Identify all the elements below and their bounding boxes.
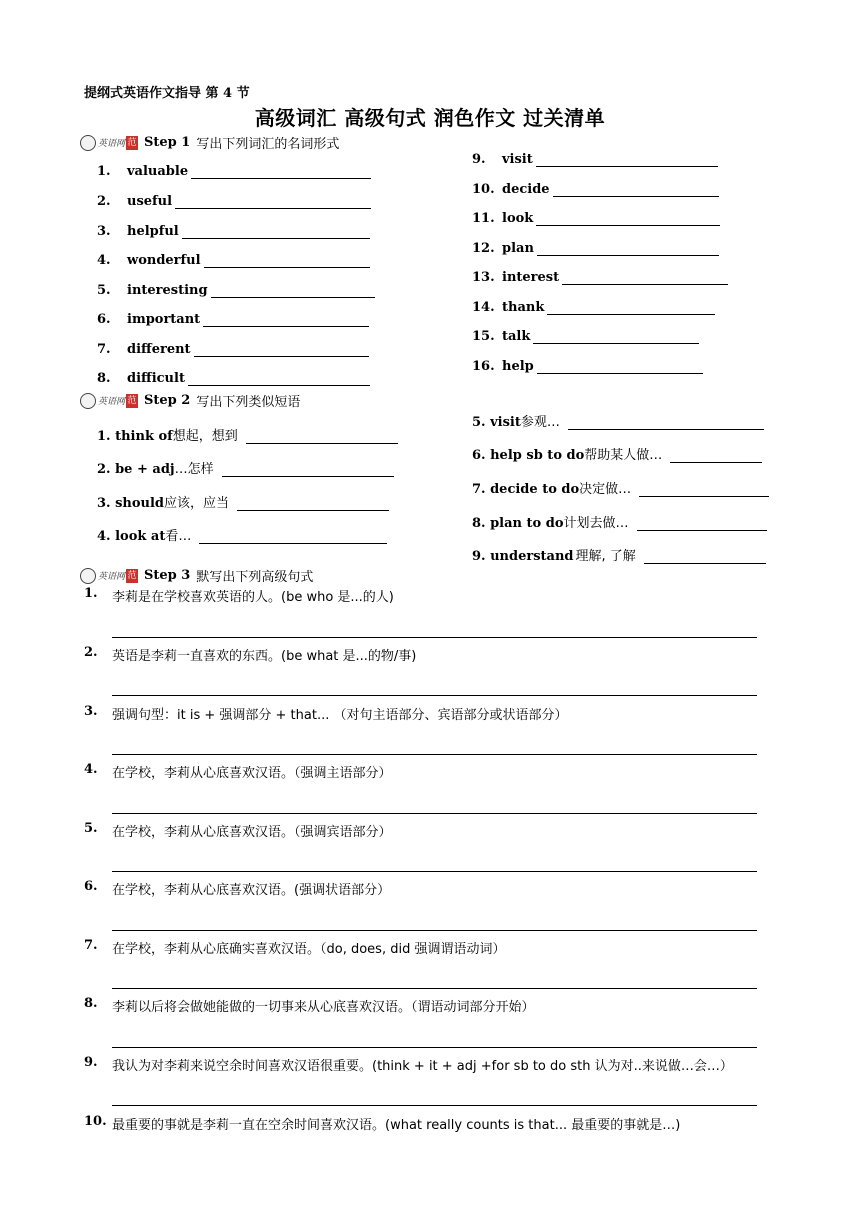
document-title: 高级词汇 高级句式 润色作文 过关清单 [254,106,606,130]
answer-blank[interactable] [211,285,375,298]
vocab-word: look [502,211,534,226]
vocab-word: helpful [127,224,179,239]
step3-label: Step 3 [144,568,191,583]
sentence-item-10: 10. 最重要的事就是李莉一直在空余时间喜欢汉语。(what really counts is that... 最重要的事就是…) [84,1114,681,1133]
answer-line[interactable] [112,1047,757,1048]
vocab-item-16: 16. help [472,359,703,374]
answer-blank[interactable] [188,373,370,386]
sentence-item-4: 4. 在学校，李莉从心底喜欢汉语。（强调主语部分） [84,762,392,781]
sentence-item-2: 2. 英语是李莉一直喜欢的东西。(be what 是...的物/事) [84,645,417,664]
sentence-item-1: 1. 李莉是在学校喜欢英语的人。(be who 是...的人) [84,586,394,605]
phrase-item-7: 7. decide to do 决定做… [472,478,769,497]
phrase-item-1: 1. think of 想起，想到 [97,425,398,444]
answer-line[interactable] [112,1105,757,1106]
vocab-word: valuable [127,164,189,179]
phrase-item-3: 3. should 应该，应当 [97,492,389,511]
sentence-item-5: 5. 在学校，李莉从心底喜欢汉语。（强调宾语部分） [84,821,392,840]
answer-blank[interactable] [568,417,764,430]
answer-blank[interactable] [644,551,766,564]
vocab-item-3: 3. helpful [97,224,370,239]
vocab-word: thank [502,300,545,315]
step1-instruction: 写出下列词汇的名词形式 [196,137,340,152]
answer-blank[interactable] [639,484,769,497]
site-logo-icon: 英语网 范 [80,393,138,409]
answer-line[interactable] [112,871,757,872]
vocab-item-1: 1. valuable [97,164,371,179]
vocab-word: different [127,342,191,357]
step2-instruction: 写出下列类似短语 [196,395,301,410]
vocab-item-7: 7. different [97,342,369,357]
sentence-item-8: 8. 李莉以后将会做她能做的一切事来从心底喜欢汉语。（谓语动词部分开始） [84,996,535,1015]
step1-heading [80,133,339,152]
answer-blank[interactable] [204,255,370,268]
answer-blank[interactable] [182,226,370,239]
vocab-word: decide [502,182,550,197]
answer-blank[interactable] [637,518,767,531]
vocab-item-12: 12. plan [472,241,719,256]
vocab-word: useful [127,194,173,209]
step3-instruction: 默写出下列高级句式 [196,570,314,585]
vocab-item-4: 4. wonderful [97,253,370,268]
answer-line[interactable] [112,813,757,814]
answer-blank[interactable] [562,272,728,285]
vocab-item-13: 13. interest [472,270,728,285]
vocab-item-8: 8. difficult [97,371,370,386]
phrase-item-2: 2. be + adj …怎样 [97,458,394,477]
vocab-word: help [502,359,534,374]
answer-blank[interactable] [536,154,718,167]
answer-blank[interactable] [670,450,762,463]
answer-line[interactable] [112,637,757,638]
vocab-item-11: 11. look [472,211,720,226]
vocab-item-15: 15. talk [472,329,699,344]
sentence-item-7: 7. 在学校，李莉从心底确实喜欢汉语。（do, does, did 强调谓语动词） [84,938,506,957]
answer-blank[interactable] [175,196,371,209]
step2-heading [80,391,300,410]
site-logo-icon: 英语网 范 [80,568,138,584]
vocab-word: interest [502,270,560,285]
answer-line[interactable] [112,930,757,931]
vocab-item-14: 14. thank [472,300,715,315]
phrase-item-8: 8. plan to do 计划去做… [472,512,767,531]
answer-blank[interactable] [203,314,369,327]
answer-blank[interactable] [533,331,699,344]
vocab-item-5: 5. interesting [97,283,375,298]
vocab-word: wonderful [127,253,201,268]
sentence-item-3: 3. 强调句型：it is + 强调部分 + that... （对句主语部分、宾语部分或状语部分） [84,704,568,723]
vocab-word: visit [502,152,533,167]
vocab-item-6: 6. important [97,312,369,327]
vocab-word: plan [502,241,534,256]
sentence-item-9: 9. 我认为对李莉来说空余时间喜欢汉语很重要。(think + it + adj +for sb to do sth 认为对..来说做…会…） [84,1055,733,1074]
step1-label: Step 1 [144,135,191,150]
answer-line[interactable] [112,695,757,696]
vocab-word: talk [502,329,531,344]
answer-line[interactable] [112,754,757,755]
document-subtitle: 提纲式英语作文指导 第 4 节 [84,86,250,101]
vocab-word: difficult [127,371,185,386]
step2-label: Step 2 [144,393,191,408]
phrase-item-5: 5. visit 参观… [472,411,764,430]
vocab-word: interesting [127,283,208,298]
answer-blank[interactable] [222,464,394,477]
answer-blank[interactable] [537,243,719,256]
answer-blank[interactable] [246,431,398,444]
vocab-word: important [127,312,201,327]
answer-blank[interactable] [536,213,720,226]
phrase-item-9: 9. understand 理解, 了解 [472,545,766,564]
answer-blank[interactable] [191,166,371,179]
vocab-item-10: 10. decide [472,182,719,197]
answer-blank[interactable] [537,361,703,374]
step3-heading [80,566,313,585]
answer-blank[interactable] [237,498,389,511]
answer-line[interactable] [112,988,757,989]
answer-blank[interactable] [194,344,369,357]
site-logo-icon: 英语网 范 [80,135,138,151]
sentence-item-6: 6. 在学校，李莉从心底喜欢汉语。(强调状语部分） [84,879,391,898]
answer-blank[interactable] [553,184,719,197]
answer-blank[interactable] [199,531,387,544]
phrase-item-4: 4. look at 看… [97,525,387,544]
answer-blank[interactable] [547,302,715,315]
phrase-item-6: 6. help sb to do 帮助某人做… [472,444,762,463]
vocab-item-9: 9. visit [472,152,718,167]
vocab-item-2: 2. useful [97,194,371,209]
